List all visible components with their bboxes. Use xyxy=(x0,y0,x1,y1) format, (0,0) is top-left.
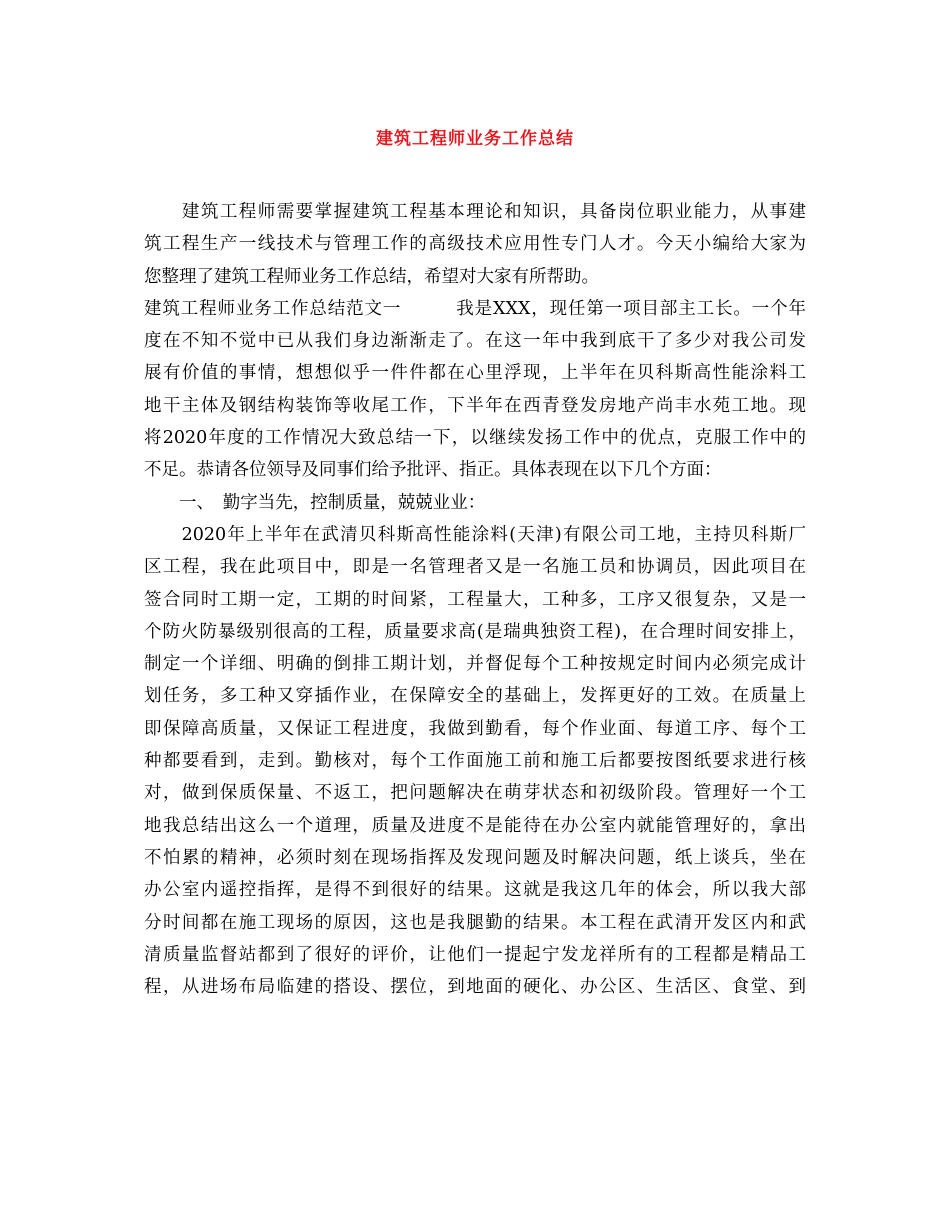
text-line: 对，做到保质保量、不返工，把问题解决在萌芽状态和初级阶段。管理好一个工 xyxy=(144,783,806,804)
text-line: 签合同时工期一定，工期的时间紧，工程量大，工种多，工序又很复杂，又是一 xyxy=(144,589,806,610)
text-line: 制定一个详细、明确的倒排工期计划，并督促每个工种按规定时间内必须完成计 xyxy=(144,654,806,675)
text-line: 度在不知不觉中已从我们身边渐渐走了。在这一年中我到底干了多少对我公司发 xyxy=(144,331,806,352)
text-line: 种都要看到，走到。勤核对，每个工作面施工前和施工后都要按图纸要求进行核 xyxy=(144,751,806,772)
text-line: 建筑工程师业务工作总结范文一 我是XXX，现任第一项目部主工长。一个年 xyxy=(144,298,806,319)
text-line: 办公室内遥控指挥，是得不到很好的结果。这就是我这几年的体会，所以我大部 xyxy=(144,880,806,901)
text-line: 不怕累的精神，必须时刻在现场指挥及发现问题及时解决问题，纸上谈兵，坐在 xyxy=(144,847,806,868)
text-line: 将2020年度的工作情况大致总结一下，以继续发扬工作中的优点，克服工作中的 xyxy=(144,428,806,449)
text-line: 即保障高质量，又保证工程进度，我做到勤看，每个作业面、每道工序、每个工 xyxy=(144,718,806,739)
text-line: 个防火防暴级别很高的工程，质量要求高(是瑞典独资工程)，在合理时间安排上， xyxy=(144,621,806,642)
document-title: 建筑工程师业务工作总结 xyxy=(376,129,574,149)
text-line: 建筑工程师需要掌握建筑工程基本理论和知识，具备岗位职业能力，从事建 xyxy=(144,202,806,222)
document-body xyxy=(144,196,806,1003)
text-line: 程，从进场布局临建的搭设、摆位，到地面的硬化、办公区、生活区、食堂、到 xyxy=(144,977,806,998)
text-line: 地我总结出这么一个道理，质量及进度不是能待在办公室内就能管理好的，拿出 xyxy=(144,815,806,836)
text-line: 不足。恭请各位领导及同事们给予批评、指正。具体表现在以下几个方面： xyxy=(144,460,722,481)
text-line: 展有价值的事情，想想似乎一件件都在心里浮现，上半年在贝科斯高性能涂料工 xyxy=(144,363,806,384)
text-line: 筑工程生产一线技术与管理工作的高级技术应用性专门人才。今天小编给大家为 xyxy=(144,234,806,255)
text-line: 清质量监督站都到了很好的评价，让他们一提起宁发龙祥所有的工程都是精品工 xyxy=(144,944,806,965)
text-line: 划任务，多工种又穿插作业，在保障安全的基础上，发挥更好的工效。在质量上 xyxy=(144,686,806,707)
text-line: 一、 勤字当先，控制质量，兢兢业业： xyxy=(144,492,486,513)
text-line: 区工程，我在此项目中，即是一名管理者又是一名施工员和协调员，因此项目在 xyxy=(144,557,806,578)
text-line: 您整理了建筑工程师业务工作总结，希望对大家有所帮助。 xyxy=(144,266,599,287)
text-line: 分时间都在施工现场的原因，这也是我腿勤的结果。本工程在武清开发区内和武 xyxy=(144,912,806,933)
text-line: 地干主体及钢结构装饰等收尾工作，下半年在西青登发房地产尚丰水苑工地。现 xyxy=(144,395,806,416)
text-line: 2020年上半年在武清贝科斯高性能涂料(天津)有限公司工地，主持贝科斯厂 xyxy=(144,524,806,545)
